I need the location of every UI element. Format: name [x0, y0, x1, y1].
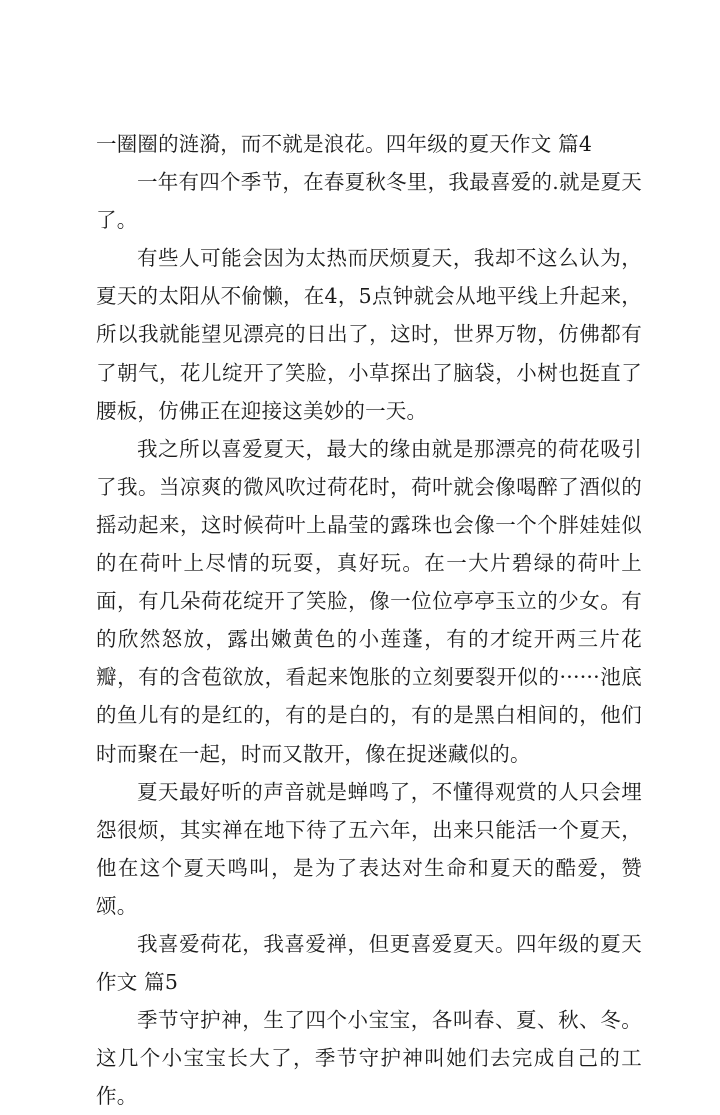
paragraph-1: 一圈圈的涟漪，而不就是浪花。四年级的夏天作文 篇4 — [96, 132, 593, 156]
paragraph-4: 我之所以喜爱夏天，最大的缘由就是那漂亮的荷花吸引了我。当凉爽的微风吹过荷花时，荷叶就会像喝醉了酒似的摇动起来，这时候荷叶上晶莹的露珠也会像一个个胖娃娃似的在荷叶上尽情的玩耍，真好玩。在一大片碧绿的荷叶上面，有几朵荷花绽开了笑脸，像一位位亭亭玉立的少女。有的欣然怒放，露出嫩黄色的小莲蓬，有的才绽开两三片花瓣，有的含苞欲放，看起来饱胀的立刻要裂开似的······池底的鱼儿有的是红的，有的是白的，有的是黑白相间的，他们时而聚在一起，时而又散开，像在捉迷藏似的。 — [96, 436, 642, 766]
paragraph-3: 有些人可能会因为太热而厌烦夏天，我却不这么认为，夏天的太阳从不偷懒，在4，5点钟就会从地平线上升起来，所以我就能望见漂亮的日出了，这时，世界万物，仿佛都有了朝气，花儿绽开了笑脸，小草探出了脑袋，小树也挺直了腰板，仿佛正在迎接这美妙的一天。 — [96, 246, 642, 423]
paragraph-6: 我喜爱荷花，我喜爱禅，但更喜爱夏天。四年级的夏天作文 篇5 — [96, 931, 642, 995]
paragraph-7: 季节守护神，生了四个小宝宝，各叫春、夏、秋、冬。这几个小宝宝长大了，季节守护神叫她们去完成自己的工作。 — [96, 1008, 642, 1109]
essay-body — [96, 125, 642, 1115]
paragraph-2: 一年有四个季节，在春夏秋冬里，我最喜爱的.就是夏天了。 — [96, 170, 642, 233]
paragraph-5: 夏天最好听的声音就是蝉鸣了，不懂得观赏的人只会埋怨很烦，其实禅在地下待了五六年，出来只能活一个夏天，他在这个夏天鸣叫，是为了表达对生命和夏天的酷爱，赞颂。 — [96, 779, 642, 918]
